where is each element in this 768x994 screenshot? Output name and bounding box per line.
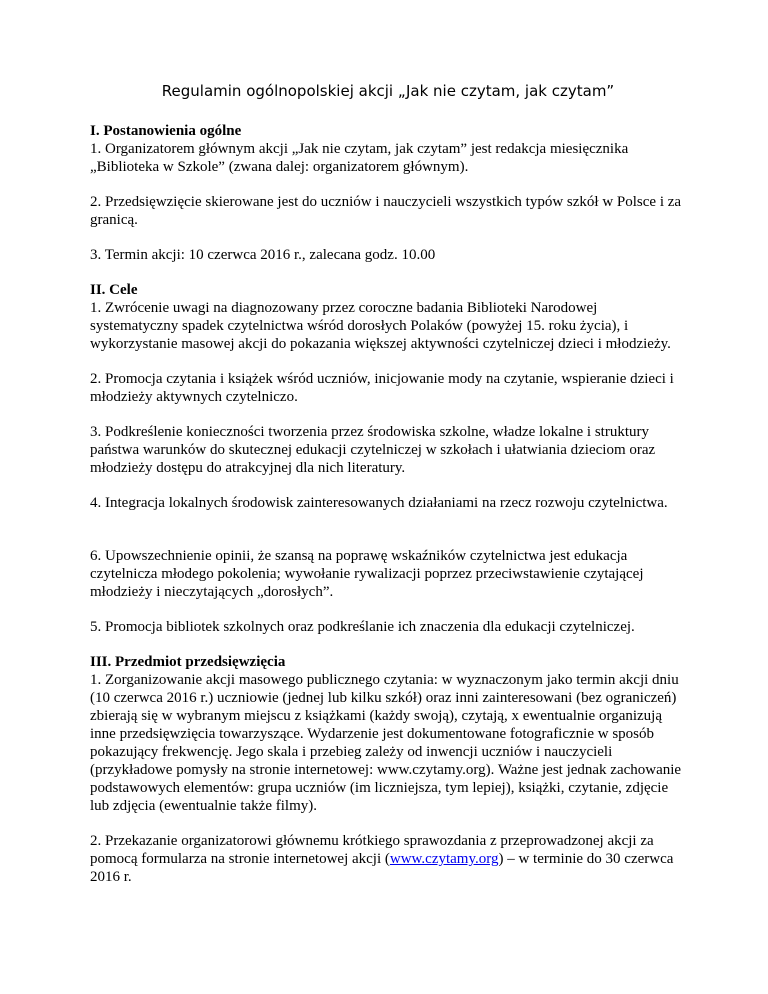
paragraph-text: ) – w terminie do 30 czerwca 2016 r. xyxy=(90,851,674,885)
section-heading: III. Przedmiot przedsięwzięcia xyxy=(90,654,286,670)
section-1 xyxy=(90,122,686,176)
section-heading: II. Cele xyxy=(90,282,138,298)
paragraph: 2. Promocja czytania i książek wśród uczniów, inicjowanie mody na czytanie, wspieranie dzieci i młodzieży aktywnych czytelniczo. xyxy=(90,371,674,405)
paragraph: 3. Termin akcji: 10 czerwca 2016 r., zalecana godz. 10.00 xyxy=(90,247,436,263)
paragraph: 1. Zorganizowanie akcji masowego publicznego czytania: w wyznaczonym jako termin akcji dniu (10 czerwca 2016 r.) uczniowie (jednej lub kilku szkół) oraz inni zainteresowani (bez ograniczeń) zbierają się w wybranym miejscu z książkami (każdy swoją), czytają, x ewentualnie organizują inne przedsięwzięcia towarzyszące. Wydarzenie jest dokumentowane fotograficznie w sposób pokazujący frekwencję. Jego skala i przebieg zależy od inwencji uczniów i nauczycieli (przykładowe pomysły na stronie internetowej: www.czytamy.org). Ważne jest jednak zachowanie podstawowych elementów: grupa uczniów (im liczniejsza, tym lepiej), książki, czytanie, zdjęcie lub zdjęcia (ewentualnie także filmy). xyxy=(90,672,682,814)
document-content xyxy=(90,122,686,903)
paragraph: 4. Integracja lokalnych środowisk zainteresowanych działaniami na rzecz rozwoju czytelnictwa. xyxy=(90,495,668,511)
paragraph: 5. Promocja bibliotek szkolnych oraz podkreślanie ich znaczenia dla edukacji czytelniczej. xyxy=(90,619,635,635)
website-link[interactable]: www.czytamy.org xyxy=(389,851,499,867)
paragraph: 1. Organizatorem głównym akcji „Jak nie czytam, jak czytam” jest redakcja miesięcznika „Biblioteka w Szkole” (zwana dalej: organizatorem głównym). xyxy=(90,141,629,175)
paragraph: 2. Przedsięwzięcie skierowane jest do uczniów i nauczycieli wszystkich typów szkół w Polsce i za granicą. xyxy=(90,194,682,228)
section-heading: I. Postanowienia ogólne xyxy=(90,123,242,139)
paragraph: 6. Upowszechnienie opinii, że szansą na poprawę wskaźników czytelnictwa jest edukacja czytelnicza młodego pokolenia; wywołanie rywalizacji poprzez przeciwstawienie czytającej młodzieży i nieczytających „dorosłych”. xyxy=(90,548,644,600)
document-title: Regulamin ogólnopolskiej akcji „Jak nie czytam, jak czytam” xyxy=(161,82,615,100)
paragraph xyxy=(90,832,686,886)
paragraph: 1. Zwrócenie uwagi na diagnozowany przez coroczne badania Biblioteki Narodowej systematyczny spadek czytelnictwa wśród dorosłych Polaków (powyżej 15. roku życia), i wykorzystanie masowej akcji do pokazania większej aktywności czytelniczej dzieci i młodzieży. xyxy=(90,300,671,352)
paragraph-text: 2. Przekazanie organizatorowi głównemu krótkiego sprawozdania z przeprowadzonej akcji za pomocą formularza na stronie internetowej akcji ( xyxy=(90,833,654,867)
paragraph: 3. Podkreślenie konieczności tworzenia przez środowiska szkolne, władze lokalne i struktury państwa warunków do skutecznej edukacji czytelniczej w szkołach i ułatwiania dzieciom oraz młodzieży dostępu do atrakcyjnej dla nich literatury. xyxy=(90,424,656,476)
section-3 xyxy=(90,653,686,815)
section-2 xyxy=(90,281,686,353)
